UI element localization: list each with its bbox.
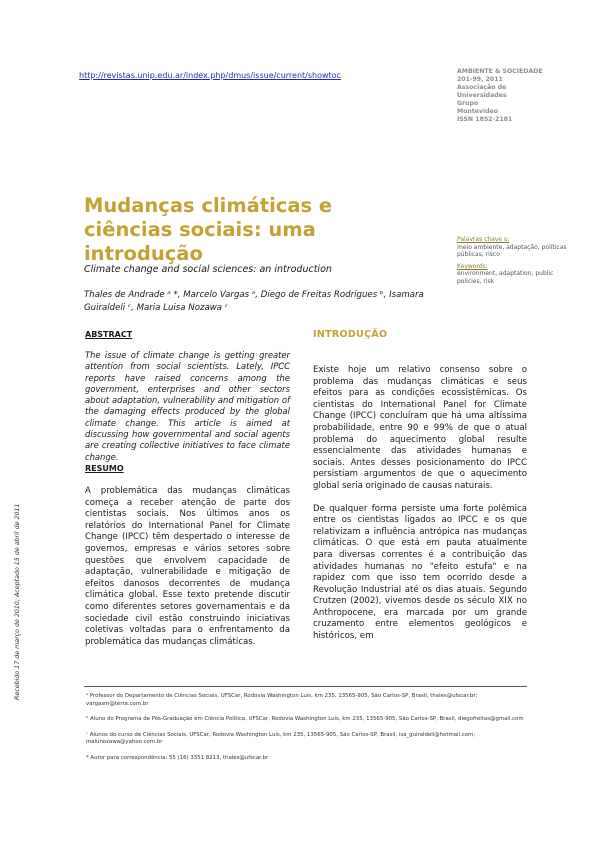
journal-url-link[interactable]: http://revistas.unip.edu.ar/index.php/dmus/issue/current/showtoc: [79, 71, 341, 80]
left-column: [85, 330, 290, 659]
footnotes: [86, 693, 531, 771]
abstract-text: The issue of climate change is getting greater attention from social scientists. Lately, IPCC reports have raised concerns among the government, enterprises and other sectors about adaptation, vulnerability and mitigation of the damaging effects produced by the global climate change. This article is aimed at discussing how governmental and social agents are creating collective initiatives to face climate change.: [85, 350, 290, 462]
footnote-corresponding: * Autor para correspondência: 55 (16) 3351 8213, thales@ufscar.br: [86, 754, 269, 761]
footnote-divider: [84, 686, 527, 687]
received-date-note: Recebido 17 de março de 2010; Aceptado 15 de abril de 2011: [14, 503, 21, 700]
footnote-a: ᵃ Professor do Departamento de Ciências Sociais, UFSCar, Rodovia Washington Luís, km 235, 13565-905, São Carlos-SP, Brasil, thales@ufscar.br; vargasm@terra.com.br: [86, 693, 478, 707]
meta-line: AMBIENTE & SOCIEDADE: [457, 68, 543, 75]
abstract-heading: ABSTRACT: [85, 330, 133, 339]
keywords-en-label: Keywords:: [457, 262, 488, 270]
right-column: [313, 329, 527, 654]
resumo-text: A problemática das mudanças climáticas começa a receber atenção de parte dos cientistas sociais. Nos últimos anos os relatórios do International Panel for Climate Change (IPCC) têm despertado o interesse de governos, empresas e vários setores sobre questões que envolvem capacidade de adaptação, vulnerabilidade e mitigação de efeitos danosos decorrentes de mudança climática global. Esse texto pretende discutir como diferentes setores governamentais e da sociedade civil estão construindo iniciativas coletivas voltadas para o enfrentamento da problemática das mudanças climáticas.: [85, 485, 290, 647]
meta-line: ISSN 1852-2181: [457, 116, 513, 123]
meta-line: Grupo: [457, 100, 479, 107]
intro-paragraph-1: Existe hoje um relativo consenso sobre o problema das mudanças climáticas e seus efeitos para as condições ecossistêmicas. Os cientistas do International Panel for Climate Change (IPCC) concluíram que há uma altíssima probabilidade, entre 90 e 99% de que o atual problema do aquecimento global resulte essencialmente das atividades humanas e sociais. Antes desses posicionamento do IPCC persistiam argumentos de que o aquecimento global seria originado de causas naturais.: [313, 365, 527, 491]
meta-line: Associação de: [457, 84, 507, 91]
meta-line: Montevideo: [457, 108, 498, 115]
introduction-heading: INTRODUÇÃO: [313, 329, 388, 340]
meta-line: Universidades: [457, 92, 507, 99]
footnote-b: ᵇ Aluno do Programa de Pós-Graduação em Ciência Política, UFSCar, Rodovia Washington Luís, km 235, 13565-905, São Carlos-SP, Brasil, diegofreitas@gmail.com: [86, 716, 524, 723]
resumo-heading: RESUMO: [85, 463, 124, 473]
keywords-box: [457, 236, 567, 286]
article-title: Mudanças climáticas e ciências sociais: uma introdução: [84, 194, 333, 265]
footnote-c: ᶜ Alunos do curso de Ciências Sociais, UFSCar, Rodovia Washington Luís, km 235, 13565-905, São Carlos-SP, Brasil, isa_guiraldeli@hotmail.com; malunozawa@yahoo.com.br: [86, 731, 476, 746]
author-list: Thales de Andrade ᵃ *, Marcelo Vargas ᵃ, Diego de Freitas Rodrigues ᵇ, Isamara Guiraldeli ᶜ, Maria Luisa Nozawa ᶜ: [84, 290, 424, 313]
keywords-pt-label: Palavras chave s:: [457, 236, 510, 243]
article-subtitle: Climate change and social sciences: an introduction: [84, 264, 332, 275]
keywords-pt-text: meio ambiente, adaptação, políticas públicas, risco: [457, 243, 567, 259]
meta-line: 201-99, 2011: [457, 76, 503, 83]
keywords-en-text: environment, adaptation, public policies, risk: [457, 270, 554, 285]
journal-meta: [457, 68, 567, 124]
intro-paragraph-2: De qualquer forma persiste uma forte polêmica entre os cientistas ligados ao IPCC e os que relativizam a influência antrópica nas mudanças climáticas. O que está em pauta atualmente para diversas correntes é a contribuição das atividades humanas no "efeito estufa" e na rapidez com que isso tem ocorrido desde a Revolução Industrial até os dias atuais. Segundo Crutzen (2002), vivemos desde os século XIX no Anthropocene, era marcada por um grande cruzamento entre elementos geológicos e históricos, em: [313, 503, 527, 642]
